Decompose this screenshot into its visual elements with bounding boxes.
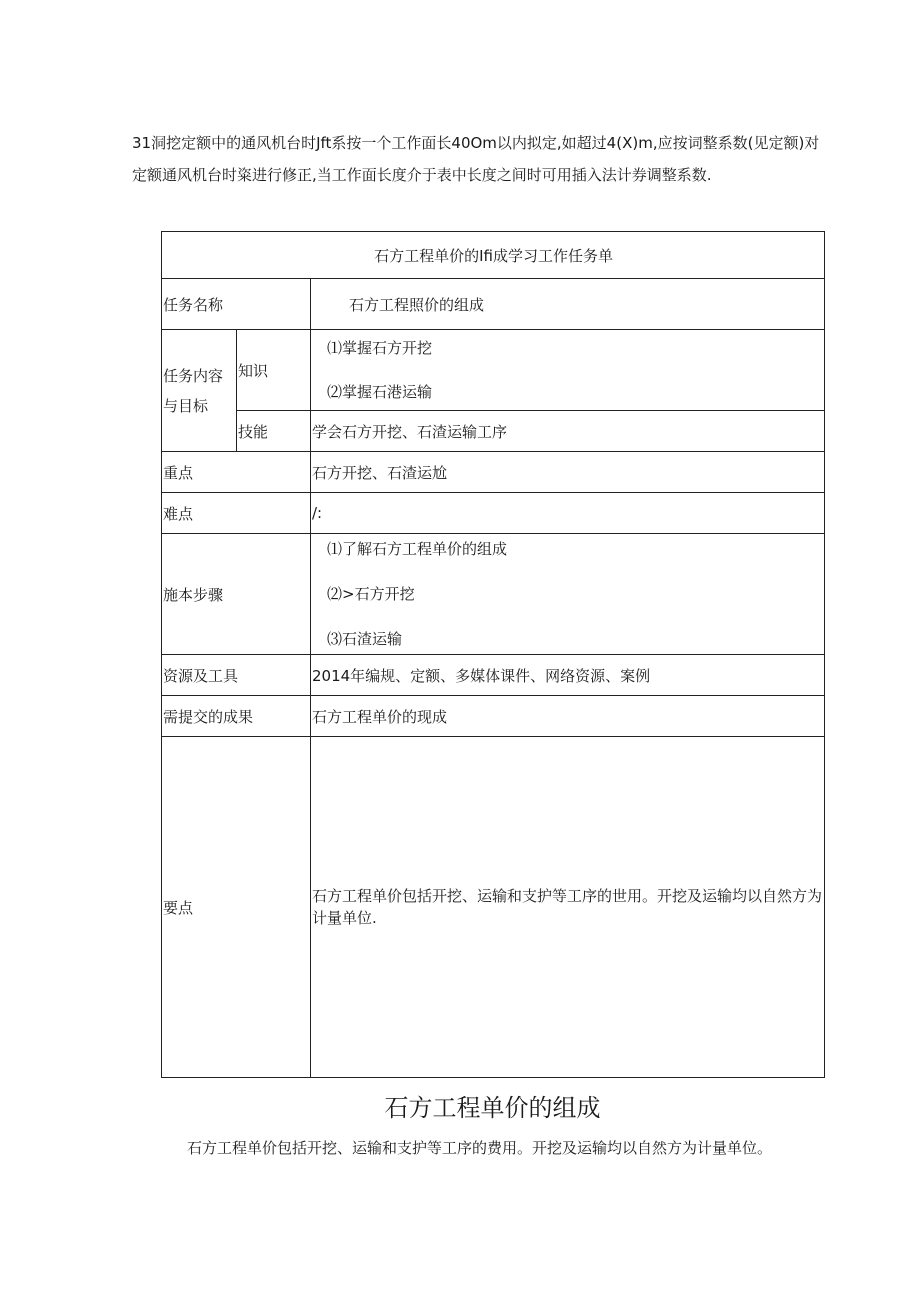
- section-summary: 石方工程单价包括开挖、运输和支护等工序的费用。开挖及运输均以自然方为计量单位。: [187, 1139, 773, 1157]
- difficulty-row: [162, 493, 825, 534]
- difficulty-label: 难点: [162, 493, 311, 534]
- section-heading: 石方工程单价的组成: [384, 1094, 601, 1122]
- steps-label: 施本步骤: [162, 534, 311, 655]
- table-title-row: [162, 232, 825, 279]
- knowledge-item: ⑴掌握石方开挖: [327, 339, 433, 357]
- task-name-value: 石方工程照价的组成: [311, 279, 825, 330]
- resources-row: [162, 655, 825, 696]
- steps-items: [311, 534, 825, 655]
- step-item: ⑴了解石方工程单价的组成: [327, 540, 508, 558]
- essentials-value: 石方工程单价包括开挖、运输和支护等工序的世用。开挖及运输均以自然方为计量单位.: [311, 737, 825, 1078]
- content-goal-label: [162, 330, 237, 452]
- key-point-value: 石方开挖、石渣运尬: [311, 452, 825, 493]
- task-sheet-table: [161, 231, 825, 1078]
- resources-label: 资源及工具: [162, 655, 311, 696]
- deliverable-label: 需提交的成果: [162, 696, 311, 737]
- essentials-row: [162, 737, 825, 1078]
- task-name-row: [162, 279, 825, 330]
- essentials-label: 要点: [162, 737, 311, 1078]
- skill-label: 技能: [237, 411, 311, 452]
- deliverable-row: [162, 696, 825, 737]
- knowledge-items: [311, 330, 825, 411]
- step-item: ⑵>石方开挖: [327, 585, 415, 603]
- knowledge-row: [162, 330, 825, 411]
- key-point-label: 重点: [162, 452, 311, 493]
- task-name-label: 任务名称: [162, 279, 311, 330]
- knowledge-item: ⑵掌握石港运输: [327, 383, 433, 401]
- knowledge-label: 知识: [237, 330, 311, 411]
- intro-paragraph: 31洞挖定额中的通风机台时Jft系按一个工作面长40Om以内拟定,如超过4(X)m,应按词整系数(见定额)对定额通风机台时粢进行修正,当工作面长度介于表中长度之间时可用插入法计券调整系数.: [132, 134, 820, 184]
- skill-row: [162, 411, 825, 452]
- steps-row: [162, 534, 825, 655]
- step-item: ⑶石渣运输: [327, 630, 403, 648]
- content-goal-label-text: 任务内容与目标: [163, 366, 224, 415]
- resources-value: 2014年编规、定额、多媒体课件、网络资源、案例: [311, 655, 825, 696]
- difficulty-value: /:: [311, 493, 825, 534]
- key-point-row: [162, 452, 825, 493]
- table-title: 石方工程单价的Ifi成学习工作任务单: [162, 232, 825, 279]
- skill-value: 学会石方开挖、石渣运输工序: [311, 411, 825, 452]
- deliverable-value: 石方工程单价的现成: [311, 696, 825, 737]
